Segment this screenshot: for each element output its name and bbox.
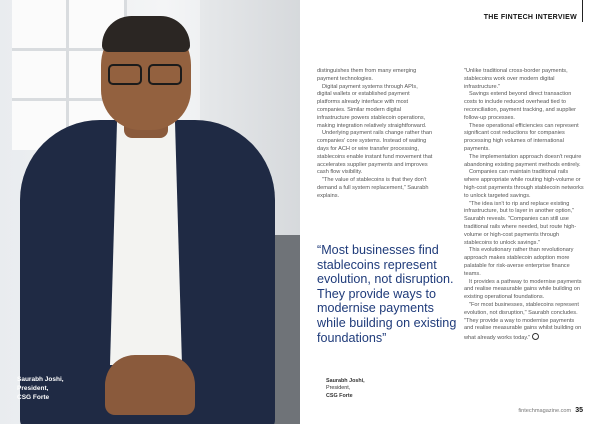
article-column-2 [464,68,584,343]
paragraph: "Unlike traditional cross-border payments, stablecoins work over modern digital infrastructure." [464,68,568,90]
glasses [108,64,186,84]
page-footer [518,407,583,414]
paragraph: "The idea isn't to rip and replace existing infrastructure, but to layer in another option," Saurabh reveals. "Companies can still use traditional rails where needed, but route high-volume or high-cost payments through stablecoins to unlock savings." [464,200,577,246]
paragraph: Savings extend beyond direct transaction costs to include reduced overhead tied to reconciliation, payment tracking, and supplier follow-up processes. [464,91,576,121]
hair [102,16,190,52]
caption-title: President, [17,385,49,392]
page-number: 35 [575,407,583,414]
clasped-hands [105,355,195,415]
header-rule [582,0,583,22]
caption-name: Saurabh Joshi, [17,376,64,383]
paragraph: The implementation approach doesn't require abandoning existing payment methods entirely. [464,153,582,168]
paragraph: Underlying payment rails change rather than companies' core systems. Instead of waiting days for ACH or wire transfer processing, stablecoins enable instant fund movement that accelerates supplier payments and improves cash flow visibility. [317,130,433,176]
paragraph: This evolutionary rather than revolutionary approach makes stablecoin adoption more palatable for risk-averse enterprise finance teams. [464,247,574,277]
paragraph: It provides a pathway to modernise payments and realise measurable gains while building on existing operational foundations. [464,278,582,301]
paragraph-final [464,302,584,343]
paragraph: distinguishes them from many emerging payment technologies. [317,68,417,82]
attribution-title: President, [326,385,351,392]
photo-caption [17,375,64,402]
article-page [300,0,600,424]
attribution-name: Saurabh Joshi, [326,378,365,384]
caption-company: CSG Forte [17,394,50,401]
paragraph-final-text: "For most businesses, stablecoins represent evolution, not disruption," Saurabh concludes. "They provide a way to modernise payments and realise measurable gains whilst building on what already works today." [464,301,582,342]
end-mark-icon [532,333,539,340]
paragraph: "The value of stablecoins is that they don't demand a full system replacement," Saurabh explains. [317,177,429,199]
section-header: THE FINTECH INTERVIEW [483,14,577,21]
attribution-company: CSG Forte [326,392,353,399]
article-column-1 [317,68,433,201]
paragraph: Digital payment systems through APIs, digital wallets or established payment platforms already interface with most companies. Similar modern digital infrastructure powers stablecoin operations, making integration relatively straightforward. [317,83,427,129]
paragraph: Companies can maintain traditional rails where appropriate while routing high-volume or high-cost payments through stablecoin networks to unlock targeted savings. [464,169,584,199]
pull-quote: “Most businesses find stablecoins represent evolution, not disruption. They provide ways to modernise payments while building on existing foundations” [317,243,457,345]
white-shirt [110,115,182,365]
paragraph: These operational efficiencies can represent significant cost reductions for companies processing high volumes of international payments. [464,122,579,152]
pull-quote-attribution [326,378,365,400]
footer-site: fintechmagazine.com [518,408,572,414]
